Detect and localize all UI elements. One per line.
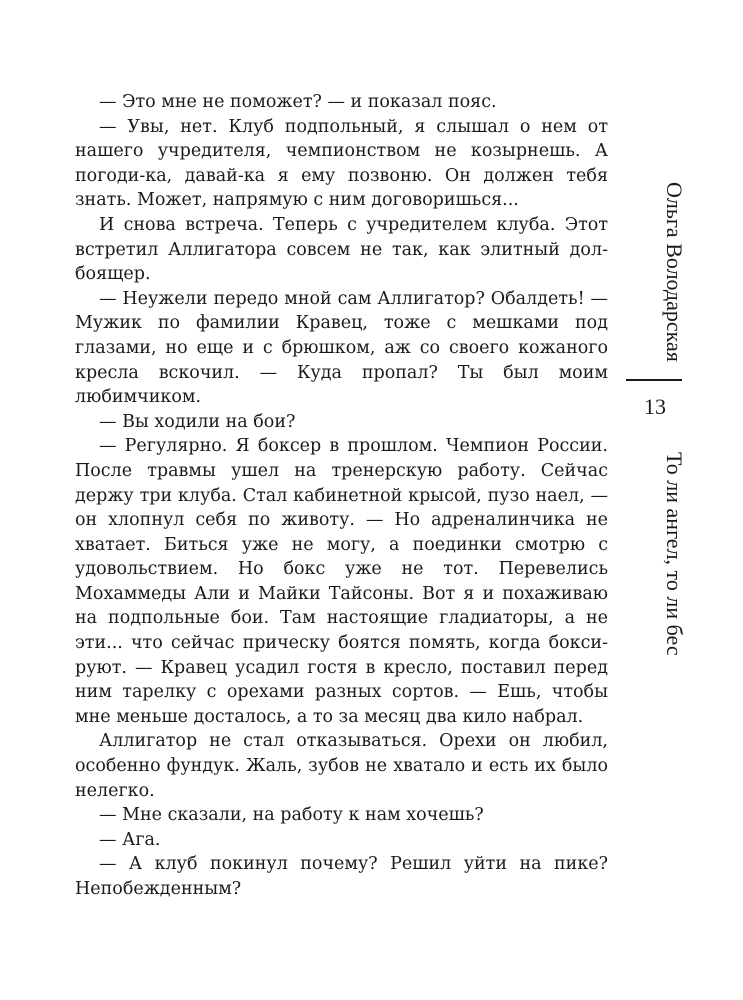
paragraph-4: — Неужели передо мной сам Аллигатор? Обалдеть! — Мужик по фамилии Кравец, тоже с мешками под глазами, но еще и с брюшком, аж со своего кожаного кресла вскочил. — Куда пропал? Ты был моим любимчиком. — [75, 288, 608, 408]
paragraph-3: И снова встреча. Теперь с учредителем клуба. Этот встретил Аллигатора совсем не так, как элитный долбоящер. — [75, 214, 608, 285]
author-name: Ольга Володарская — [662, 182, 687, 362]
paragraph-10: — А клуб покинул почему? Решил уйти на пике? Непобежденным? — [75, 854, 608, 899]
paragraph-7: Аллигатор не стал отказываться. Орехи он любил, особенно фундук. Жаль, зубов не хватало и есть их было нелегко. — [75, 731, 608, 801]
paragraph-9: — Ага. — [99, 829, 161, 850]
book-title: То ли ангел, то ли бес — [662, 452, 687, 656]
page-number: 13 — [644, 394, 666, 419]
paragraph-5: — Вы ходили на бои? — [99, 411, 296, 432]
paragraph-2: — Увы, нет. Клуб подпольный, я слышал о нем от нашего учредителя, чемпионством не козырнешь. А погоди-ка, давай-ка я ему позвоню. Он должен тебя знать. Может, напрямую с ним договоришься... — [75, 116, 608, 211]
paragraph-1: — Это мне не поможет? — и показал пояс. — [99, 92, 497, 112]
paragraph-6: — Регулярно. Я боксер в прошлом. Чемпион России. После травмы ушел на тренерскую работу. Сейчас держу три клуба. Стал кабинетной крысой, пузо наел, — он хлопнул себя по животу. — Но адреналинчика не хватает. Биться уже не могу, а поединки смотрю с удовольствием. Но бокс уже не тот. Перевелись Мохаммеды Али и Майки Тайсоны. Вот я и похаживаю на подпольные бои. Там настоящие гладиаторы, а не эти... что сейчас прическу боятся помять, когда боксируют. — Кравец усадил гостя в кресло, поставил перед ним тарелку с орехами разных сортов. — Ешь, чтобы мне меньше досталось, а то за месяц два кило набрал. — [75, 436, 608, 727]
body-text — [75, 90, 608, 902]
running-head-divider — [626, 379, 682, 381]
running-head — [624, 182, 686, 882]
paragraph-8: — Мне сказали, на работу к нам хочешь? — [99, 805, 484, 826]
